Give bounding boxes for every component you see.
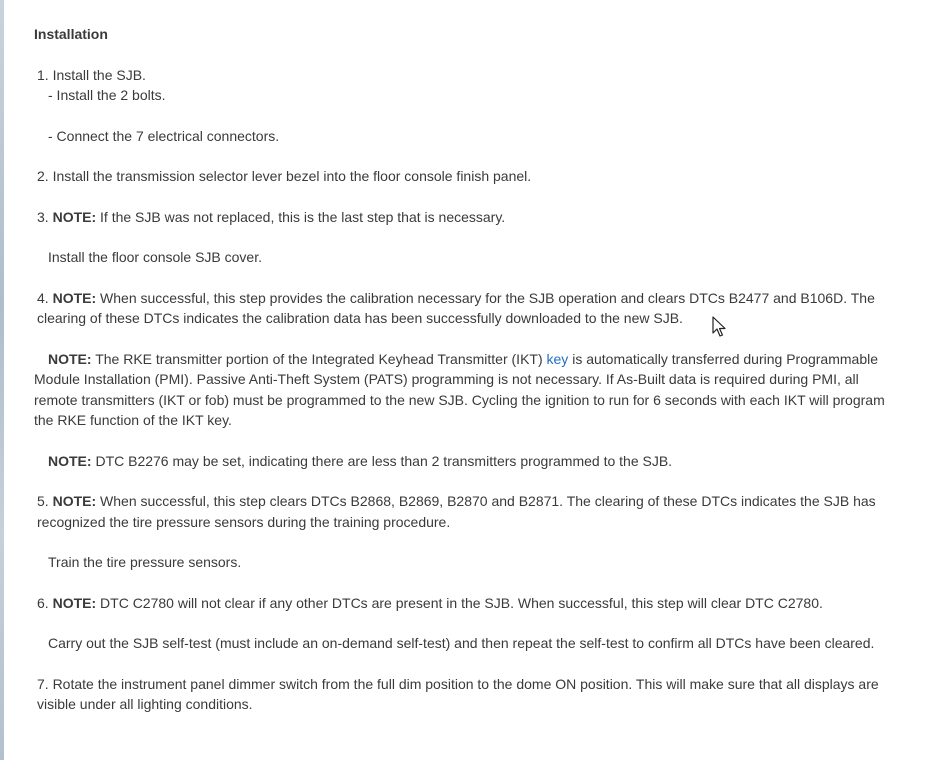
- step-1-substep-connectors: - Connect the 7 electrical connectors.: [48, 127, 280, 144]
- step-7: 7. Rotate the instrument panel dimmer switch from the full dim position to the dome ON position. This will make sure that all displays are visible under all lighting conditions.: [37, 675, 879, 712]
- note-text: DTC C2780 will not clear if any other DTCs are present in the SJB. When successful, this step will clear DTC C2780.: [100, 594, 823, 611]
- step-4-note-2: [34, 349, 906, 431]
- step-6-action: Carry out the SJB self-test (must include an on-demand self-test) and then repeat the self-test to confirm all DTCs have been cleared.: [48, 635, 875, 651]
- note-label: NOTE:: [48, 350, 92, 367]
- mouse-pointer-icon: [712, 316, 726, 338]
- note-text: When successful, this step clears DTCs B2868, B2869, B2870 and B2871. The clearing of these DTCs indicates the SJB has recognized the tire pressure sensors during the training procedure.: [37, 493, 876, 530]
- note-text: DTC B2276 may be set, indicating there are less than 2 transmitters programmed to the SJB.: [95, 452, 673, 469]
- note-text: If the SJB was not replaced, this is the last step that is necessary.: [100, 208, 506, 225]
- step-number: 4.: [37, 289, 49, 306]
- step-5-note: [34, 491, 906, 532]
- step-number: 3.: [37, 208, 49, 225]
- note-label: NOTE:: [52, 289, 97, 306]
- step-4-note-3: [34, 451, 906, 472]
- note-label: NOTE:: [52, 208, 97, 225]
- step-5-action: Train the tire pressure sensors.: [48, 554, 242, 570]
- section-title: Installation: [34, 26, 108, 42]
- step-3-action: Install the floor console SJB cover.: [48, 249, 262, 265]
- key-link[interactable]: key: [546, 350, 569, 367]
- note-text: When successful, this step provides the calibration necessary for the SJB operation and clears DTCs B2477 and B106D. The clearing of these DTCs indicates the calibration data has been successfully downloaded to the new SJB.: [37, 289, 875, 326]
- step-number: 6.: [37, 594, 49, 611]
- note-label: NOTE:: [52, 493, 97, 509]
- note-label: NOTE:: [48, 452, 92, 469]
- document-body: [34, 24, 906, 715]
- step-1-substep-bolts: - Install the 2 bolts.: [48, 87, 166, 103]
- window-edge-strip: [0, 0, 4, 760]
- step-4-note: [34, 288, 906, 329]
- step-1: 1. Install the SJB.: [37, 66, 146, 83]
- note-text: The RKE transmitter portion of the Integrated Keyhead Transmitter (IKT): [95, 350, 543, 367]
- note-text: is automatically transferred during Programmable Module Installation (PMI). Passive Anti-Theft System (PATS) programming is not necessary. If As-Built data is required during PMI, all remote transmitters (IKT or fob) must be programmed to the new SJB. Cycling the ignition to run for 6 seconds with each IKT will program the RKE function of the IKT key.: [34, 350, 885, 428]
- step-6-note: [34, 593, 906, 614]
- note-label: NOTE:: [52, 594, 97, 611]
- step-2: 2. Install the transmission selector lever bezel into the floor console finish panel.: [37, 168, 532, 184]
- step-number: 5.: [37, 493, 49, 509]
- step-3-note: [34, 207, 906, 228]
